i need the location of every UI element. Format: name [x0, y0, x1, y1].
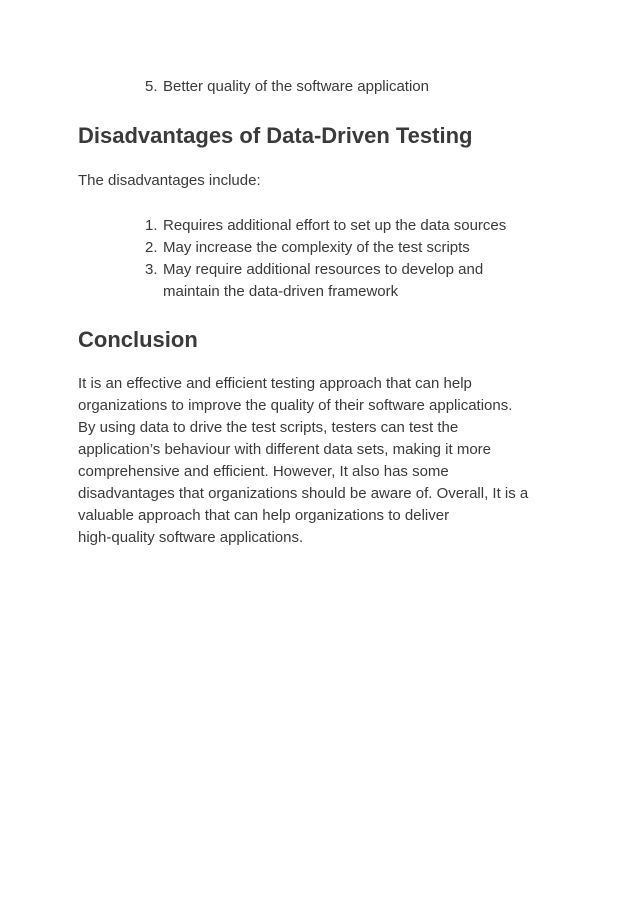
paragraph-line: comprehensive and efficient. However, It also has some: [78, 463, 449, 480]
list-item-line: Requires additional effort to set up the data sources: [163, 217, 507, 234]
list-item-line: maintain the data-driven framework: [163, 283, 399, 300]
list-item-number: 2.: [145, 239, 158, 256]
list-item: [0, 259, 638, 303]
list-item-line: May increase the complexity of the test scripts: [163, 239, 470, 256]
disadvantages-list: [0, 215, 638, 303]
paragraph-line: high-quality software applications.: [78, 529, 304, 546]
list-item-text: Better quality of the software application: [163, 78, 429, 95]
list-item-text: [163, 259, 563, 303]
paragraph-line: It is an effective and efficient testing approach that can help: [78, 375, 472, 392]
paragraph-line: disadvantages that organizations should be aware of. Overall, It is a: [78, 485, 529, 502]
paragraph-line: valuable approach that can help organizations to deliver: [78, 507, 450, 524]
list-item-line: May require additional resources to develop and: [163, 261, 484, 278]
conclusion-heading: Conclusion: [78, 327, 198, 352]
disadvantages-intro: The disadvantages include:: [78, 172, 261, 189]
conclusion-paragraph: [78, 373, 578, 549]
disadvantages-heading: Disadvantages of Data-Driven Testing: [78, 123, 473, 148]
paragraph-line: organizations to improve the quality of their software applications.: [78, 397, 513, 414]
list-item-number: 1.: [145, 217, 158, 234]
list-item-number: 3.: [145, 261, 158, 278]
benefits-list-continued: [0, 76, 638, 98]
list-item-number: 5.: [145, 78, 158, 95]
list-item: [0, 237, 638, 259]
list-item: [0, 215, 638, 237]
list-item-text: [163, 215, 563, 237]
paragraph-line: By using data to drive the test scripts, testers can test the: [78, 419, 459, 436]
paragraph-line: application’s behaviour with different data sets, making it more: [78, 441, 492, 458]
list-item-text: [163, 237, 563, 259]
list-item: [0, 76, 638, 98]
